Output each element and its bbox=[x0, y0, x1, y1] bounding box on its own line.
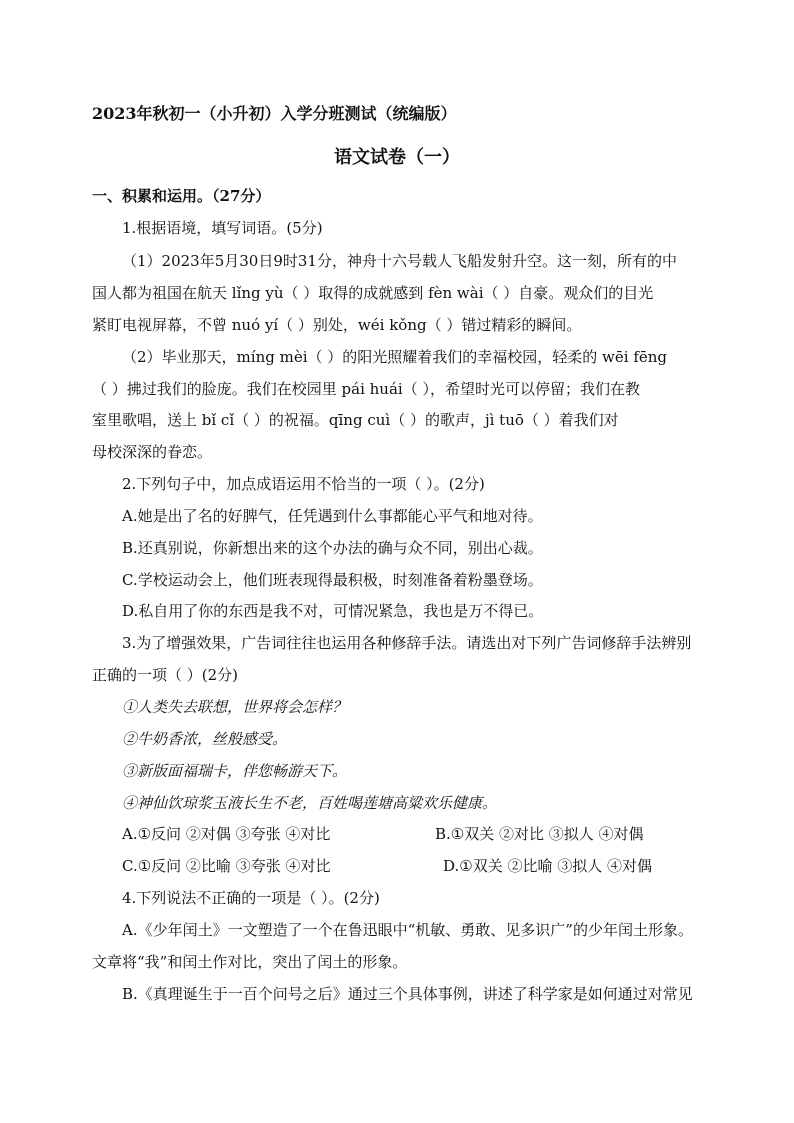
q3-option-c: C.①反问 ②比喻 ③夸张 ④对比 bbox=[122, 857, 331, 875]
q4-option-b-line1: B.《真理诞生于一百个问号之后》通过三个具体事例，讲述了科学家是如何通过对常见 bbox=[122, 985, 693, 1003]
section-heading: 一、积累和运用。（27分） bbox=[92, 187, 271, 205]
q3-option-b: B.①双关 ②对比 ③拟人 ④对偶 bbox=[435, 825, 644, 843]
q1-para1-line1: （1）2023年5月30日9时31分，神舟十六号载人飞船发射升空。这一刻，所有的中 bbox=[122, 252, 677, 270]
q2-option-a: A.她是出了名的好脾气，任凭遇到什么事都能心平气和地对待。 bbox=[122, 507, 543, 525]
exam-header: 2023年秋初一（小升初）入学分班测试（统编版） bbox=[92, 104, 457, 123]
q2-stem: 2.下列句子中，加点成语运用不恰当的一项（ ）。(2分) bbox=[122, 475, 485, 493]
q2-option-c: C.学校运动会上，他们班表现得最积极，时刻准备着粉墨登场。 bbox=[122, 571, 543, 589]
q3-slogan-4: ④神仙饮琼浆玉液长生不老，百姓喝莲塘高粱欢乐健康。 bbox=[122, 794, 498, 812]
exam-title: 语文试卷（一） bbox=[334, 147, 460, 168]
q2-option-d: D.私自用了你的东西是我不对，可情况紧急，我也是万不得已。 bbox=[122, 602, 544, 620]
q1-para2-line4: 母校深深的眷恋。 bbox=[92, 443, 213, 461]
q3-stem-line1: 3.为了增强效果，广告词往往也运用各种修辞手法。请选出对下列广告词修辞手法辨别 bbox=[122, 634, 692, 652]
q3-slogan-2: ②牛奶香浓，丝般感受。 bbox=[122, 730, 288, 748]
q3-option-a: A.①反问 ②对偶 ③夸张 ④对比 bbox=[122, 825, 331, 843]
q3-stem-line2: 正确的一项（ ）(2分) bbox=[92, 666, 239, 684]
q1-para2-line1: （2）毕业那天，míng mèi（ ）的阳光照耀着我们的幸福校园，轻柔的 wēi fēng bbox=[122, 348, 668, 366]
q1-para1-line3: 紧盯电视屏幕，不曾 nuó yí（ ）别处，wéi kǒng（ ）错过精彩的瞬间。 bbox=[92, 316, 582, 334]
q3-slogan-1: ①人类失去联想，世界将会怎样？ bbox=[122, 698, 348, 716]
q4-stem: 4.下列说法不正确的一项是（ ）。(2分) bbox=[122, 889, 380, 907]
q4-option-a-line1: A.《少年闰土》一文塑造了一个在鲁迅眼中“机敏、勇敢、见多识广”的少年闰土形象。 bbox=[122, 921, 693, 939]
q1-para1-line2: 国人都为祖国在航天 lǐng yù（ ）取得的成就感到 fèn wài（ ）自豪。观众们的目光 bbox=[92, 284, 654, 302]
q3-option-d: D.①双关 ②比喻 ③拟人 ④对偶 bbox=[443, 857, 653, 875]
q2-option-b: B.还真别说，你新想出来的这个办法的确与众不同，别出心裁。 bbox=[122, 539, 543, 557]
q1-stem: 1.根据语境，填写词语。(5分) bbox=[122, 219, 323, 237]
q1-para2-line3: 室里歌唱，送上 bǐ cǐ（ ）的祝福。qīng cuì（ ）的歌声，jì tuō（ ）着我们对 bbox=[92, 411, 619, 429]
q4-option-a-line2: 文章将“我”和闰土作对比，突出了闰土的形象。 bbox=[92, 953, 408, 971]
q3-slogan-3: ③新版面福瑞卡，伴您畅游天下。 bbox=[122, 762, 348, 780]
q1-para2-line2: （ ）拂过我们的脸庞。我们在校园里 pái huái（ ），希望时光可以停留；我们在教 bbox=[92, 380, 640, 398]
